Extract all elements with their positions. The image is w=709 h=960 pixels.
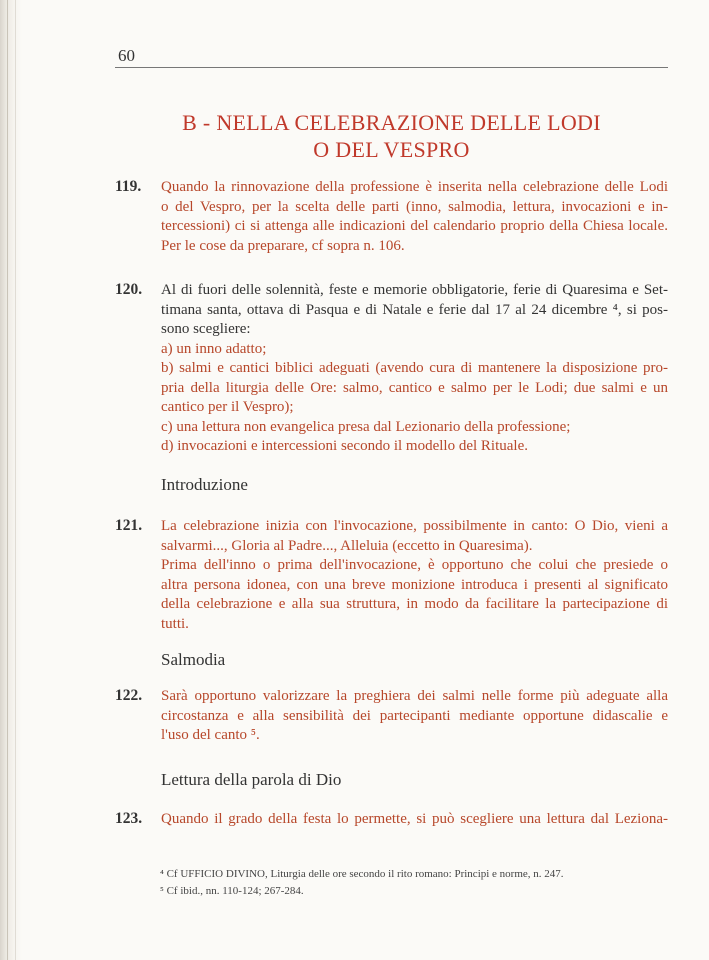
list-item-b: b) salmi e cantici biblici adeguati (avendo cura di mantenere la disposizione pro- (161, 360, 668, 376)
text-line: altra persona idonea, con una breve monizione introduca i presenti al significato (161, 576, 668, 593)
text-line: Quando la rinnovazione della professione è inserita nella celebrazione delle Lodi (161, 179, 668, 195)
text-line: circostanza e alla sensibilità dei partecipanti mediante opportune didascalie e (161, 707, 668, 724)
paragraph-number: 121. (115, 517, 143, 534)
text-line: o del Vespro, per la scelta delle parti (inno, salmodia, lettura, invocazioni e in- (161, 198, 668, 215)
chapter-title-line-2: O DEL VESPRO (313, 137, 470, 162)
header-rule (115, 67, 668, 68)
footnote-5: ⁵ Cf ibid., nn. 110-124; 267-284. (160, 885, 304, 897)
paragraph-number: 122. (115, 687, 143, 704)
footnotes (160, 866, 660, 900)
section-heading-salmodia: Salmodia (161, 650, 226, 669)
paragraph-text (161, 810, 668, 830)
list-item-c: c) una lettura non evangelica presa dal Lezionario della professione; (161, 418, 571, 435)
text-line: Per le cose da preparare, cf sopra n. 106. (161, 237, 405, 254)
text-line: La celebrazione inizia con l'invocazione, possibilmente in canto: O Dio, vieni a (161, 518, 668, 534)
paragraph-number: 119. (115, 178, 142, 195)
list-item-a: a) un inno adatto; (161, 340, 267, 357)
text-line: Quando il grado della festa lo permette, si può scegliere una lettura dal Leziona- (161, 811, 668, 827)
paragraph-text (161, 178, 668, 256)
text-line: Sarà opportuno valorizzare la preghiera dei salmi nelle forme più adeguate alla (161, 688, 668, 704)
paragraph-number: 123. (115, 810, 143, 827)
paragraph-text (161, 281, 668, 457)
text-line: tutti. (161, 615, 189, 632)
paragraph-text (161, 517, 668, 634)
text-line: salvarmi..., Gloria al Padre..., Alleluia (eccetto in Quaresima). (161, 537, 533, 554)
text-line: tercessioni) ci si attenga alle indicazioni del calendario proprio della Chiesa locale. (161, 218, 668, 234)
section-heading-lettura: Lettura della parola di Dio (161, 770, 342, 789)
text-line: timana santa, ottava di Pasqua e di Natale e ferie dal 17 al 24 dicembre ⁴, si pos- (161, 301, 668, 318)
text-line: pria della liturgia delle Ore: salmo, cantico e salmo per le Lodi; due salmi e un (161, 379, 668, 396)
paragraph-number: 120. (115, 281, 143, 298)
chapter-title-line-1: B - NELLA CELEBRAZIONE DELLE LODI (182, 110, 601, 135)
footnote-4: ⁴ Cf UFFICIO DIVINO, Liturgia delle ore secondo il rito romano: Principi e norme, n. 247. (160, 868, 564, 880)
text-line: Prima dell'inno o prima dell'invocazione, è opportuno che colui che presiede o (161, 557, 668, 573)
text-line: Al di fuori delle solennità, feste e memorie obbligatorie, ferie di Quaresima e Set- (161, 282, 668, 298)
text-line: cantico per il Vespro); (161, 399, 294, 415)
page-number: 60 (118, 46, 135, 65)
paragraph-text (161, 687, 668, 746)
section-heading-introduzione: Introduzione (161, 475, 248, 494)
text-line: sono scegliere: (161, 321, 251, 337)
text-line: della celebrazione e alla sua struttura, in modo da facilitare la partecipazione di (161, 596, 668, 612)
text-line: l'uso del canto ⁵. (161, 727, 260, 743)
list-item-d: d) invocazioni e intercessioni secondo il modello del Rituale. (161, 438, 528, 454)
